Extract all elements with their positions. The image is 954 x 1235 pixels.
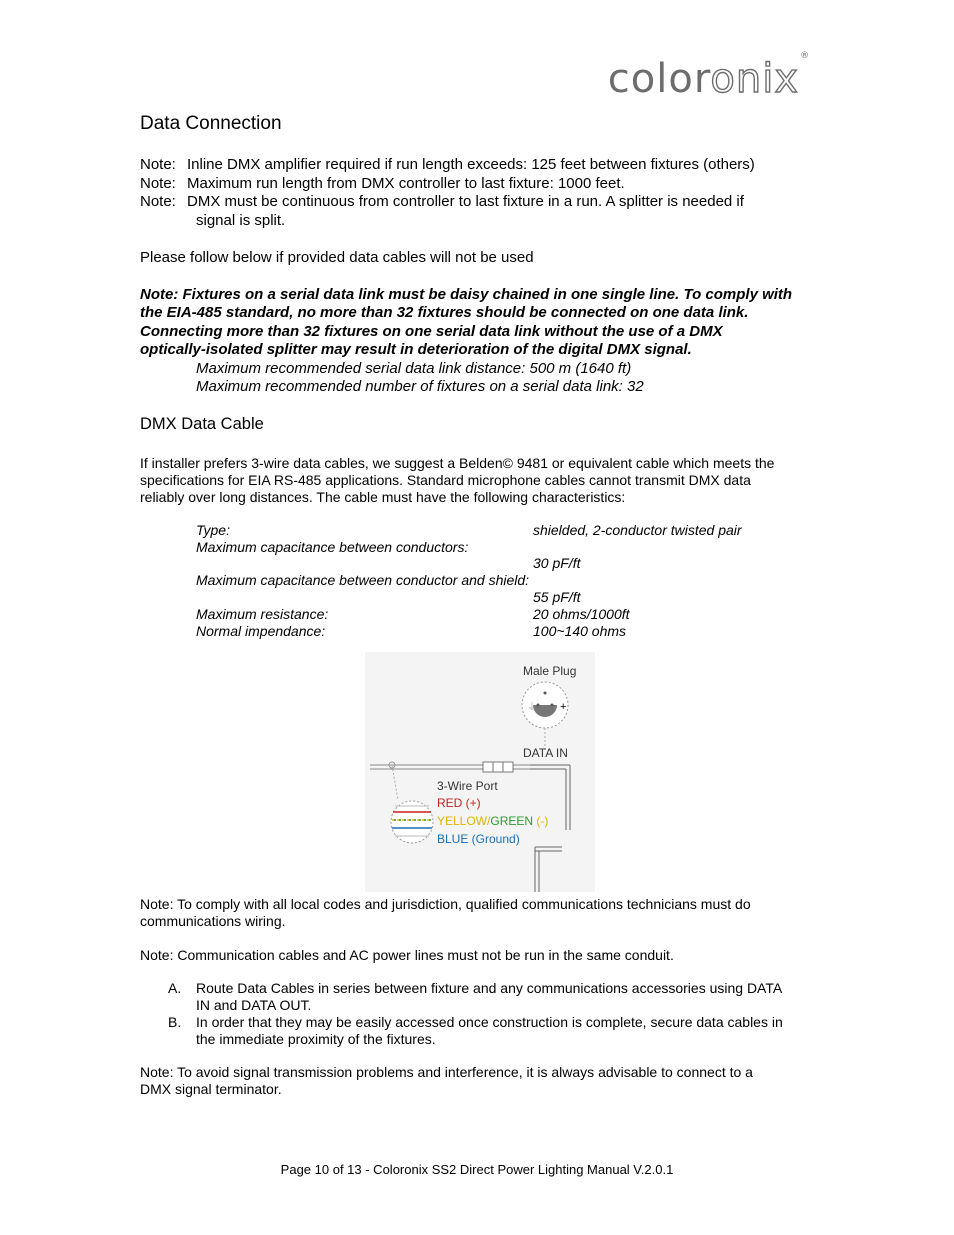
spec-value: 30 pF/ft — [533, 555, 581, 571]
port-label: 3-Wire Port — [437, 779, 498, 793]
list-item-text: Route Data Cables in series between fixture and any communications accessories using DATA — [196, 980, 783, 996]
list-marker: A. — [168, 980, 182, 996]
intro-line-3: reliably over long distances. The cable must have the following characteristics: — [140, 489, 626, 505]
connector-icon — [483, 762, 513, 772]
logo-text-outline: onix — [710, 56, 799, 102]
intro-line-1: If installer prefers 3-wire data cables, we suggest a Belden© 9481 or equivalent cable which meets the — [140, 455, 775, 471]
page-title: Data Connection — [140, 113, 282, 134]
note-continuous: Note: DMX must be continuous from controller to last fixture in a run. A splitter is needed if — [140, 193, 744, 210]
spec-key: Maximum resistance: — [196, 606, 329, 622]
data-in-label: DATA IN — [523, 746, 568, 760]
wiring-diagram — [365, 652, 595, 892]
warning-line-1: Note: Fixtures on a serial data link must be daisy chained in one single line. To comply with — [140, 286, 793, 303]
list-item-text: In order that they may be easily accessed once construction is complete, secure data cables in — [196, 1014, 783, 1030]
list-marker: B. — [168, 1014, 182, 1030]
yellow-green-wire-label: YELLOW/GREEN (-) — [437, 814, 549, 828]
port-circle-icon — [391, 801, 433, 843]
comply-line-2: communications wiring. — [140, 913, 286, 929]
male-plug-label: Male Plug — [523, 664, 577, 678]
follow-text: Please follow below if provided data cables will not be used — [140, 249, 534, 266]
note-continuous-cont: signal is split. — [196, 212, 286, 229]
spec-value: 55 pF/ft — [533, 589, 581, 605]
spec-value: 20 ohms/1000ft — [533, 606, 630, 622]
spec-key: Maximum capacitance between conductor and shield: — [196, 572, 530, 588]
logo-text-solid: color — [607, 56, 711, 102]
list-item-text: the immediate proximity of the fixtures. — [196, 1031, 436, 1047]
spec-value: shielded, 2-conductor twisted pair — [533, 522, 742, 538]
blue-wire-label: BLUE (Ground) — [437, 832, 520, 846]
max-fixtures: Maximum recommended number of fixtures on a serial data link: 32 — [196, 378, 644, 395]
note-max-run: Note: Maximum run length from DMX controller to last fixture: 1000 feet. — [140, 175, 625, 192]
list-item-text: IN and DATA OUT. — [196, 997, 312, 1013]
section-title-dmx-cable: DMX Data Cable — [140, 415, 264, 433]
spec-key: Type: — [196, 522, 230, 538]
warning-line-2: the EIA-485 standard, no more than 32 fixtures should be connected on one data link. — [140, 304, 749, 321]
ground-symbol-icon: ⏚ — [527, 702, 537, 713]
page-footer: Page 10 of 13 - Coloronix SS2 Direct Power Lighting Manual V.2.0.1 — [280, 1162, 674, 1177]
spec-key: Maximum capacitance between conductors: — [196, 539, 469, 555]
note-amplifier: Note: Inline DMX amplifier required if run length exceeds: 125 feet between fixtures (others) — [140, 156, 755, 173]
comply-line-1: Note: To comply with all local codes and jurisdiction, qualified communications technicians must do — [140, 896, 751, 912]
plus-label: + — [560, 701, 567, 713]
spec-value: 100~140 ohms — [533, 623, 627, 639]
max-distance: Maximum recommended serial data link distance: 500 m (1640 ft) — [196, 360, 632, 377]
spec-key: Normal impendance: — [196, 623, 326, 639]
coloronix-logo — [607, 50, 810, 102]
warning-line-3: Connecting more than 32 fixtures on one serial data link without the use of a DMX — [140, 323, 723, 340]
red-wire-label: RED (+) — [437, 796, 481, 810]
warning-line-4: optically-isolated splitter may result in deterioration of the digital DMX signal. — [140, 341, 692, 358]
registered-mark: ® — [800, 50, 810, 61]
terminator-line-1: Note: To avoid signal transmission problems and interference, it is always advisable to connect to a — [140, 1064, 753, 1080]
intro-line-2: specifications for EIA RS-485 applications. Standard microphone cables cannot transmit DMX data — [140, 472, 751, 488]
terminator-line-2: DMX signal terminator. — [140, 1081, 282, 1097]
conduit-note: Note: Communication cables and AC power lines must not be run in the same conduit. — [140, 947, 674, 963]
